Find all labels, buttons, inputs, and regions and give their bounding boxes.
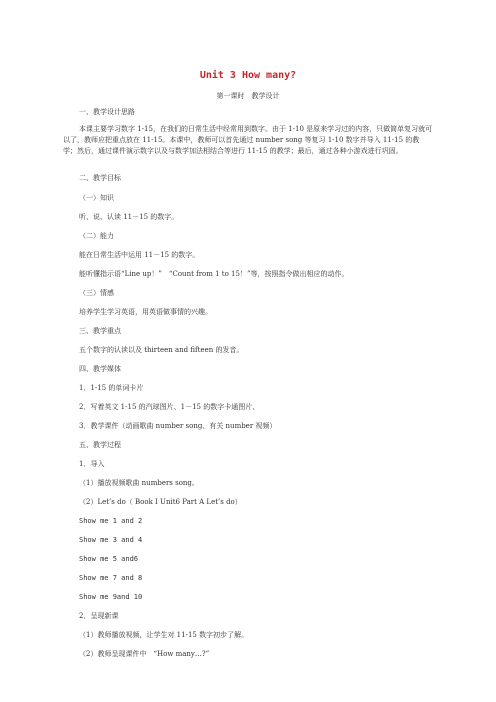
list-item: （2）Let’s do（ Book I Unit6 Part A Let’s do） [79, 498, 242, 506]
list-item: （1）教师播放视频，让学生对 11-15 数字初步了解。 [79, 631, 249, 639]
list-item: （1）播放视频歌曲 numbers song。 [79, 479, 199, 487]
command-line: Show me 5 and6 [79, 555, 139, 563]
section-heading: 五、教学过程 [79, 441, 121, 449]
list-item: 1．导入 [79, 460, 105, 468]
list-item: 2．写着英文 1-15 的汽球图片、1－15 的数字卡通图片、 [79, 403, 260, 411]
subsection-heading: （二）能力 [79, 232, 114, 240]
text-line: 能听懂指示语“Line up！” “Count from 1 to 15！”等，按照指令做出相应的动作。 [79, 270, 349, 278]
list-item: 1．1-15 的单词卡片 [79, 384, 144, 392]
list-item: 2．呈现新课 [79, 612, 119, 620]
command-line: Show me 9and 10 [79, 593, 143, 601]
text-line: 五个数字的认读以及 thirteen and fifteen 的发音。 [79, 346, 244, 354]
section-heading: 四、教学媒体 [79, 365, 121, 373]
subsection-heading: （三）情感 [79, 289, 114, 297]
command-line: Show me 7 and 8 [79, 574, 143, 582]
list-item: 3．教学课件（动画歌曲 number song、有关 number 视频） [79, 422, 277, 430]
command-line: Show me 1 and 2 [79, 517, 143, 525]
section-heading: 二、教学目标 [79, 174, 121, 182]
paragraph: 本课主要学习数字 1-15，在我们的日常生活中经常用到数字。由于 1-10 是原来学习过的内容，只做简单复习就可以了，教师应把重点放在 11-15。本课中，教师可以首先通过 number song 等复习 1-10 数字并导入 11-15 的教学；然后，通过课件演示数字以及与数学加法相结合等进行 11-15 的教学；最后，通过各种小游戏进行巩固。 [63, 125, 433, 155]
text-line: 听、说、认读 11－15 的数字。 [79, 213, 179, 221]
subsection-heading: （一）知识 [79, 194, 114, 202]
text-line: 培养学生学习英语，用英语做事情的兴趣。 [79, 308, 212, 316]
page-subtitle: 第一课时 教学设计 [216, 92, 280, 100]
section-heading: 一、教学设计思路 [79, 108, 135, 116]
command-line: Show me 3 and 4 [79, 536, 143, 544]
text-line: 能在日常生活中运用 11－15 的数字。 [79, 251, 200, 259]
list-item: （2）教师呈现课件中 “How many…?” [79, 650, 210, 658]
page-title: Unit 3 How many? [199, 70, 297, 81]
section-heading: 三、教学重点 [79, 327, 121, 335]
